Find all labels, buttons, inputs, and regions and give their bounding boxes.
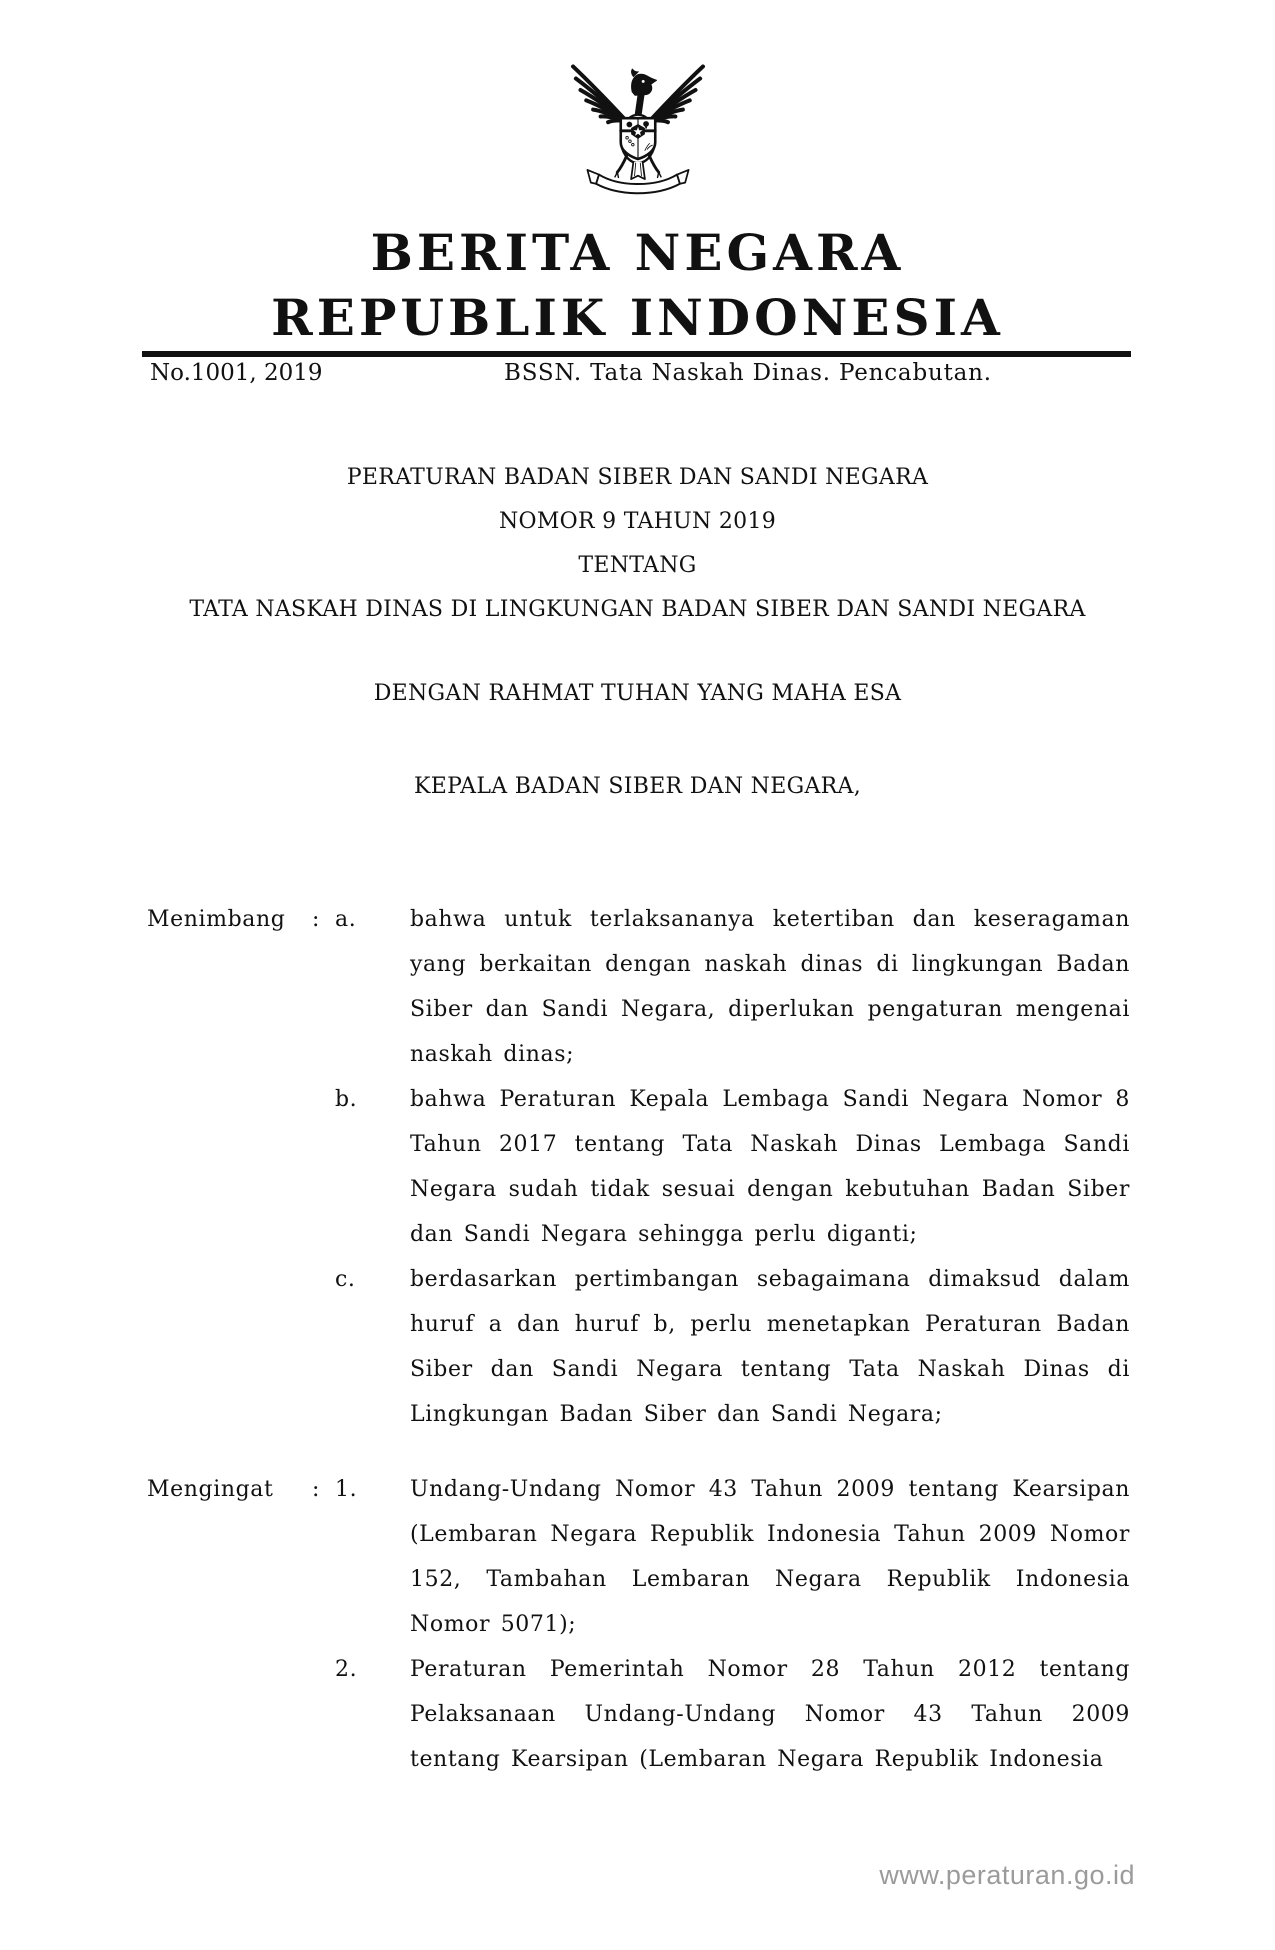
enacting-official-line: KEPALA BADAN SIBER DAN NEGARA, [413,774,861,799]
item-marker: c. [335,1267,356,1292]
invocation-line: DENGAN RAHMAT TUHAN YANG MAHA ESA [373,681,902,706]
garuda-pancasila-emblem-icon [569,50,707,214]
considerations-label: Menimbang [147,907,286,932]
item-text: berdasarkan pertimbangan sebagaimana dimaksud dalam huruf a dan huruf b, perlu menetapkan Peraturan Badan Siber dan Sandi Negara tentang Tata Naskah Dinas di Lingkungan Badan Siber dan Sandi Negara; [410,1267,1130,1427]
issue-row [0,360,1275,392]
issue-subject: BSSN. Tata Naskah Dinas. Pencabutan. [504,360,992,386]
considerations-section [147,897,1130,1437]
gazette-title-line2: REPUBLIK INDONESIA [271,288,1004,347]
item-marker: b. [335,1087,358,1112]
legal-basis-section [147,1467,1130,1782]
item-text: Undang-Undang Nomor 43 Tahun 2009 tentang Kearsipan (Lembaran Negara Republik Indonesia Tahun 2009 Nomor 152, Tambahan Lembaran Negara Republik Indonesia Nomor 5071); [410,1477,1130,1637]
emblem-container [569,50,707,214]
gazette-title-line1: BERITA NEGARA [370,223,905,282]
consideration-item [147,1077,1130,1257]
item-text: bahwa Peraturan Kepala Lembaga Sandi Negara Nomor 8 Tahun 2017 tentang Tata Naskah Dinas Lembaga Sandi Negara sudah tidak sesuai dengan kebutuhan Badan Siber dan Sandi Negara sehingga perlu diganti; [410,1087,1130,1247]
gazette-title [0,220,1275,350]
legal-basis-item [147,1467,1130,1647]
legal-basis-item [147,1647,1130,1782]
legal-basis-colon: : [312,1477,321,1502]
regulation-title-line2: NOMOR 9 TAHUN 2019 [498,509,777,534]
item-marker: 1. [335,1477,358,1502]
document-body [147,897,1130,1782]
regulation-title-line1: PERATURAN BADAN SIBER DAN SANDI NEGARA [346,465,929,490]
consideration-item [147,897,1130,1077]
item-text: bahwa untuk terlaksananya ketertiban dan keseragaman yang berkaitan dengan naskah dinas di lingkungan Badan Siber dan Sandi Negara, diperlukan pengaturan mengenai naskah dinas; [410,907,1130,1067]
masthead-rule [142,351,1131,357]
consideration-item [147,1257,1130,1437]
regulation-title-line3: TENTANG [578,553,697,578]
item-text: Peraturan Pemerintah Nomor 28 Tahun 2012 tentang Pelaksanaan Undang-Undang Nomor 43 Tahun 2009 tentang Kearsipan (Lembaran Negara Republik Indonesia [410,1657,1130,1772]
regulation-title-block [0,456,1275,632]
considerations-colon: : [312,907,321,932]
legal-basis-label: Mengingat [147,1477,274,1502]
item-marker: 2. [335,1657,358,1682]
issue-number: No.1001, 2019 [150,360,323,386]
regulation-title-line4: TATA NASKAH DINAS DI LINGKUNGAN BADAN SIBER DAN SANDI NEGARA [189,597,1086,622]
footer-watermark: www.peraturan.go.id [879,1860,1135,1890]
item-marker: a. [335,907,357,932]
